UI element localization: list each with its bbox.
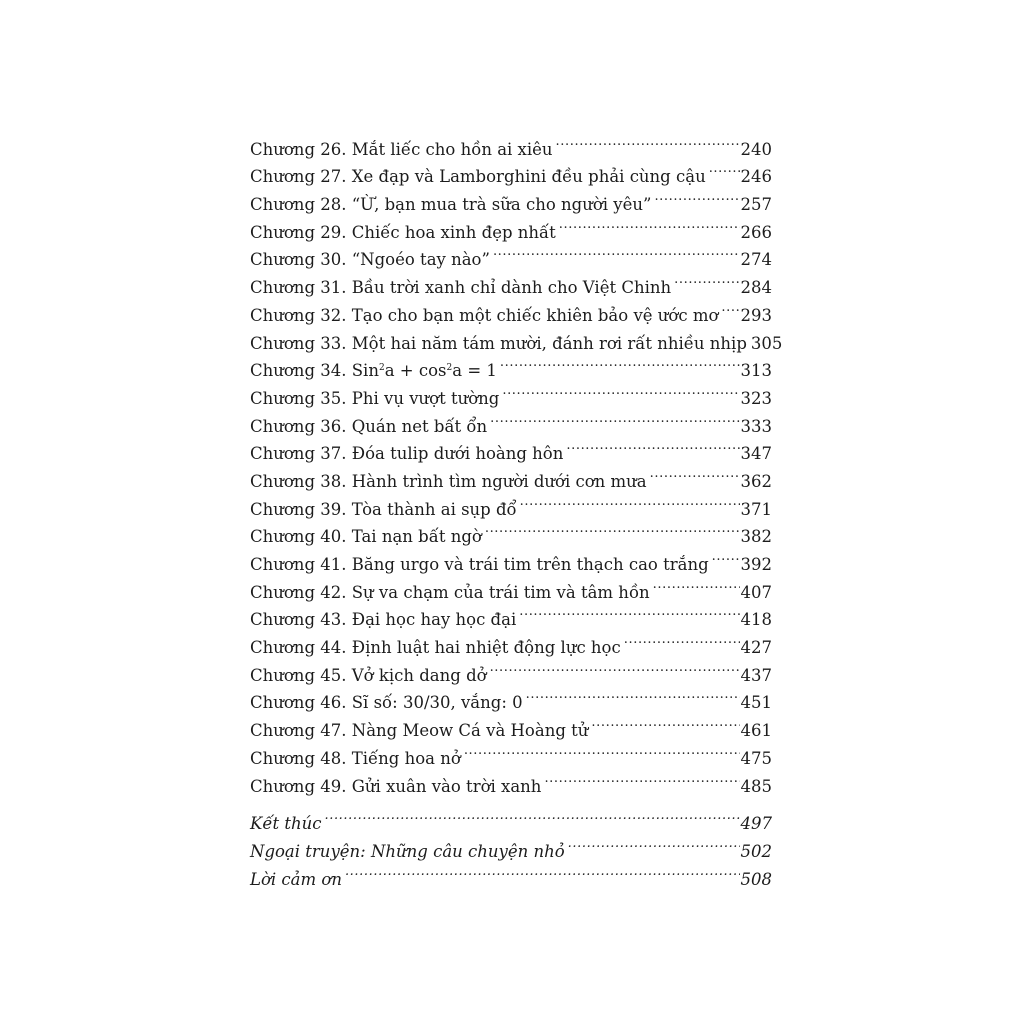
toc-entry-title <box>250 413 487 441</box>
page-number: 240 <box>740 139 772 159</box>
dot-leader <box>556 127 740 155</box>
chapter-label: Chương 32. <box>250 305 347 325</box>
chapter-title: Sĩ số: 30/30, vắng: 0 <box>351 693 523 713</box>
chapter-label: Chương 45. <box>250 665 347 685</box>
dot-leader <box>345 857 740 885</box>
chapter-label: Chương 46. <box>250 693 347 713</box>
chapter-list <box>250 127 783 796</box>
chapter-label: Chương 39. <box>250 499 347 519</box>
page-number: 274 <box>740 250 772 270</box>
chapter-title-part: a = 1 <box>452 361 497 381</box>
toc-entry-title <box>250 246 490 274</box>
page-number: 246 <box>740 167 772 187</box>
page-number: 418 <box>740 610 772 630</box>
toc-entry-title <box>250 385 499 413</box>
page-number: 451 <box>740 693 772 713</box>
chapter-label: Chương 33. <box>250 333 347 353</box>
page-number: 382 <box>740 527 772 547</box>
superscript: 2 <box>378 363 385 374</box>
page-number: 347 <box>740 444 772 464</box>
page-number: 333 <box>740 416 772 436</box>
chapter-title: Nàng Meow Cá và Hoàng tử <box>351 721 589 741</box>
section-title: Kết thúc <box>250 814 322 834</box>
page-number: 392 <box>740 555 772 574</box>
toc-entry-title <box>250 810 321 838</box>
page-number: 407 <box>740 582 772 602</box>
toc-entry-title <box>250 866 342 894</box>
dot-leader <box>674 265 739 293</box>
chapter-label: Chương 27. <box>250 167 347 187</box>
dot-leader <box>500 349 740 377</box>
toc-entry-title <box>250 689 523 717</box>
chapter-title: Tiếng hoa nở <box>351 748 461 768</box>
chapter-title: Gửi xuân vào trời xanh <box>351 776 542 796</box>
section-title: Lời cảm ơn <box>250 869 342 889</box>
page-number: 497 <box>740 814 772 834</box>
dot-leader <box>709 155 740 183</box>
chapter-label: Chương 42. <box>250 582 347 602</box>
chapter-title: Một hai năm tám mười, đánh rơi rất nhiều nhịp <box>351 333 747 353</box>
dot-leader <box>502 376 739 404</box>
chapter-title: Tai nạn bất ngờ <box>351 527 482 547</box>
dot-leader <box>324 802 739 830</box>
toc-entry-title <box>250 606 516 634</box>
chapter-label: Chương 34. <box>250 361 347 381</box>
chapter-title: Sự va chạm của trái tim và tâm hồn <box>351 582 650 602</box>
page-number: 257 <box>740 195 772 215</box>
chapter-label: Chương 31. <box>250 278 347 298</box>
page-number: 293 <box>740 305 772 325</box>
chapter-label: Chương 48. <box>250 748 347 768</box>
chapter-title: Hành trình tìm người dưới cơn mưa <box>351 471 647 491</box>
chapter-title: “Ngoéo tay nào” <box>351 250 490 270</box>
page-number: 371 <box>740 499 772 519</box>
page-number: 461 <box>740 721 772 741</box>
dot-leader <box>624 625 740 653</box>
toc-entry-title <box>250 163 706 191</box>
dot-leader <box>490 653 740 681</box>
page-number: 485 <box>740 776 772 796</box>
chapter-label: Chương 40. <box>250 527 347 547</box>
page-number: 502 <box>740 841 772 861</box>
dot-leader <box>526 681 740 709</box>
dot-leader <box>464 736 740 764</box>
chapter-title: Băng urgo và trái tim trên thạch cao trắng <box>351 555 709 574</box>
dot-leader <box>653 570 740 598</box>
toc-entry-title <box>250 496 517 524</box>
toc-entry-title <box>250 773 541 801</box>
chapter-title: Phi vụ vượt tường <box>351 388 500 408</box>
toc-entry <box>250 829 772 861</box>
superscript: 2 <box>446 363 453 374</box>
chapter-title: Định luật hai nhiệt động lực học <box>351 638 621 658</box>
chapter-label: Chương 28. <box>250 195 347 215</box>
dot-leader <box>591 708 739 736</box>
page-number: 284 <box>740 278 772 298</box>
dot-leader <box>559 210 740 238</box>
dot-leader <box>712 542 740 570</box>
page-number: 508 <box>740 869 772 889</box>
toc-entry <box>250 802 772 834</box>
toc-entry-title <box>250 357 497 385</box>
chapter-label: Chương 49. <box>250 776 347 796</box>
toc-entry-title <box>250 302 718 330</box>
chapter-label: Chương 30. <box>250 250 347 270</box>
chapter-title: Bầu trời xanh chỉ dành cho Việt Chinh <box>351 278 672 298</box>
page-number: 323 <box>740 388 772 408</box>
chapter-label: Chương 43. <box>250 610 347 630</box>
chapter-label: Chương 44. <box>250 638 347 658</box>
toc-entry-title <box>250 523 482 551</box>
dot-leader <box>566 432 739 460</box>
toc-entry-title <box>250 136 553 164</box>
page-number: 266 <box>740 222 772 242</box>
chapter-label: Chương 41. <box>250 555 347 574</box>
chapter-title: “Ừ, bạn mua trà sữa cho người yêu” <box>351 195 652 215</box>
dot-leader <box>520 487 740 515</box>
chapter-label: Chương 38. <box>250 471 347 491</box>
dot-leader <box>519 598 739 626</box>
page-number: 305 <box>750 333 783 353</box>
chapter-label: Chương 35. <box>250 388 347 408</box>
toc-entry-title <box>250 274 671 302</box>
dot-leader <box>568 829 740 857</box>
toc-entry-title <box>250 551 709 579</box>
chapter-label: Chương 36. <box>250 416 347 436</box>
chapter-title: Mắt liếc cho hồn ai xiêu <box>351 139 553 159</box>
section-title: Ngoại truyện: Những câu chuyện nhỏ <box>250 841 565 861</box>
toc-entry-title <box>250 662 487 690</box>
page-number: 313 <box>740 361 772 381</box>
extra-list <box>250 802 772 889</box>
chapter-title: Tạo cho bạn một chiếc khiên bảo vệ ước mơ <box>351 305 719 325</box>
toc-entry <box>250 127 772 159</box>
page-number: 475 <box>740 748 772 768</box>
chapter-title-part: a + cos <box>384 361 447 381</box>
chapter-title: Xe đạp và Lamborghini đều phải cùng cậu <box>351 167 706 187</box>
chapter-label: Chương 47. <box>250 721 347 741</box>
table-of-contents <box>250 127 783 889</box>
chapter-label: Chương 37. <box>250 444 347 464</box>
toc-entry-title <box>250 440 563 468</box>
dot-leader <box>485 515 740 543</box>
chapter-title: Quán net bất ổn <box>351 416 488 436</box>
chapter-title: Đóa tulip dưới hoàng hôn <box>351 444 564 464</box>
chapter-title: Chiếc hoa xinh đẹp nhất <box>351 222 556 242</box>
chapter-label: Chương 26. <box>250 139 347 159</box>
page-number: 437 <box>740 665 772 685</box>
dot-leader <box>650 459 740 487</box>
dot-leader <box>490 404 739 432</box>
toc-entry-title <box>250 745 461 773</box>
dot-leader <box>654 182 739 210</box>
chapter-title-part: Sin <box>351 361 379 381</box>
page-number: 427 <box>740 638 772 658</box>
chapter-title: Đại học hay học đại <box>351 610 517 630</box>
dot-leader <box>493 238 740 266</box>
chapter-title: Vở kịch dang dở <box>351 665 487 685</box>
chapter-title: Tòa thành ai sụp đổ <box>351 499 517 519</box>
chapter-label: Chương 29. <box>250 222 347 242</box>
dot-leader <box>544 764 739 792</box>
dot-leader <box>721 293 739 321</box>
page-number: 362 <box>740 471 772 491</box>
